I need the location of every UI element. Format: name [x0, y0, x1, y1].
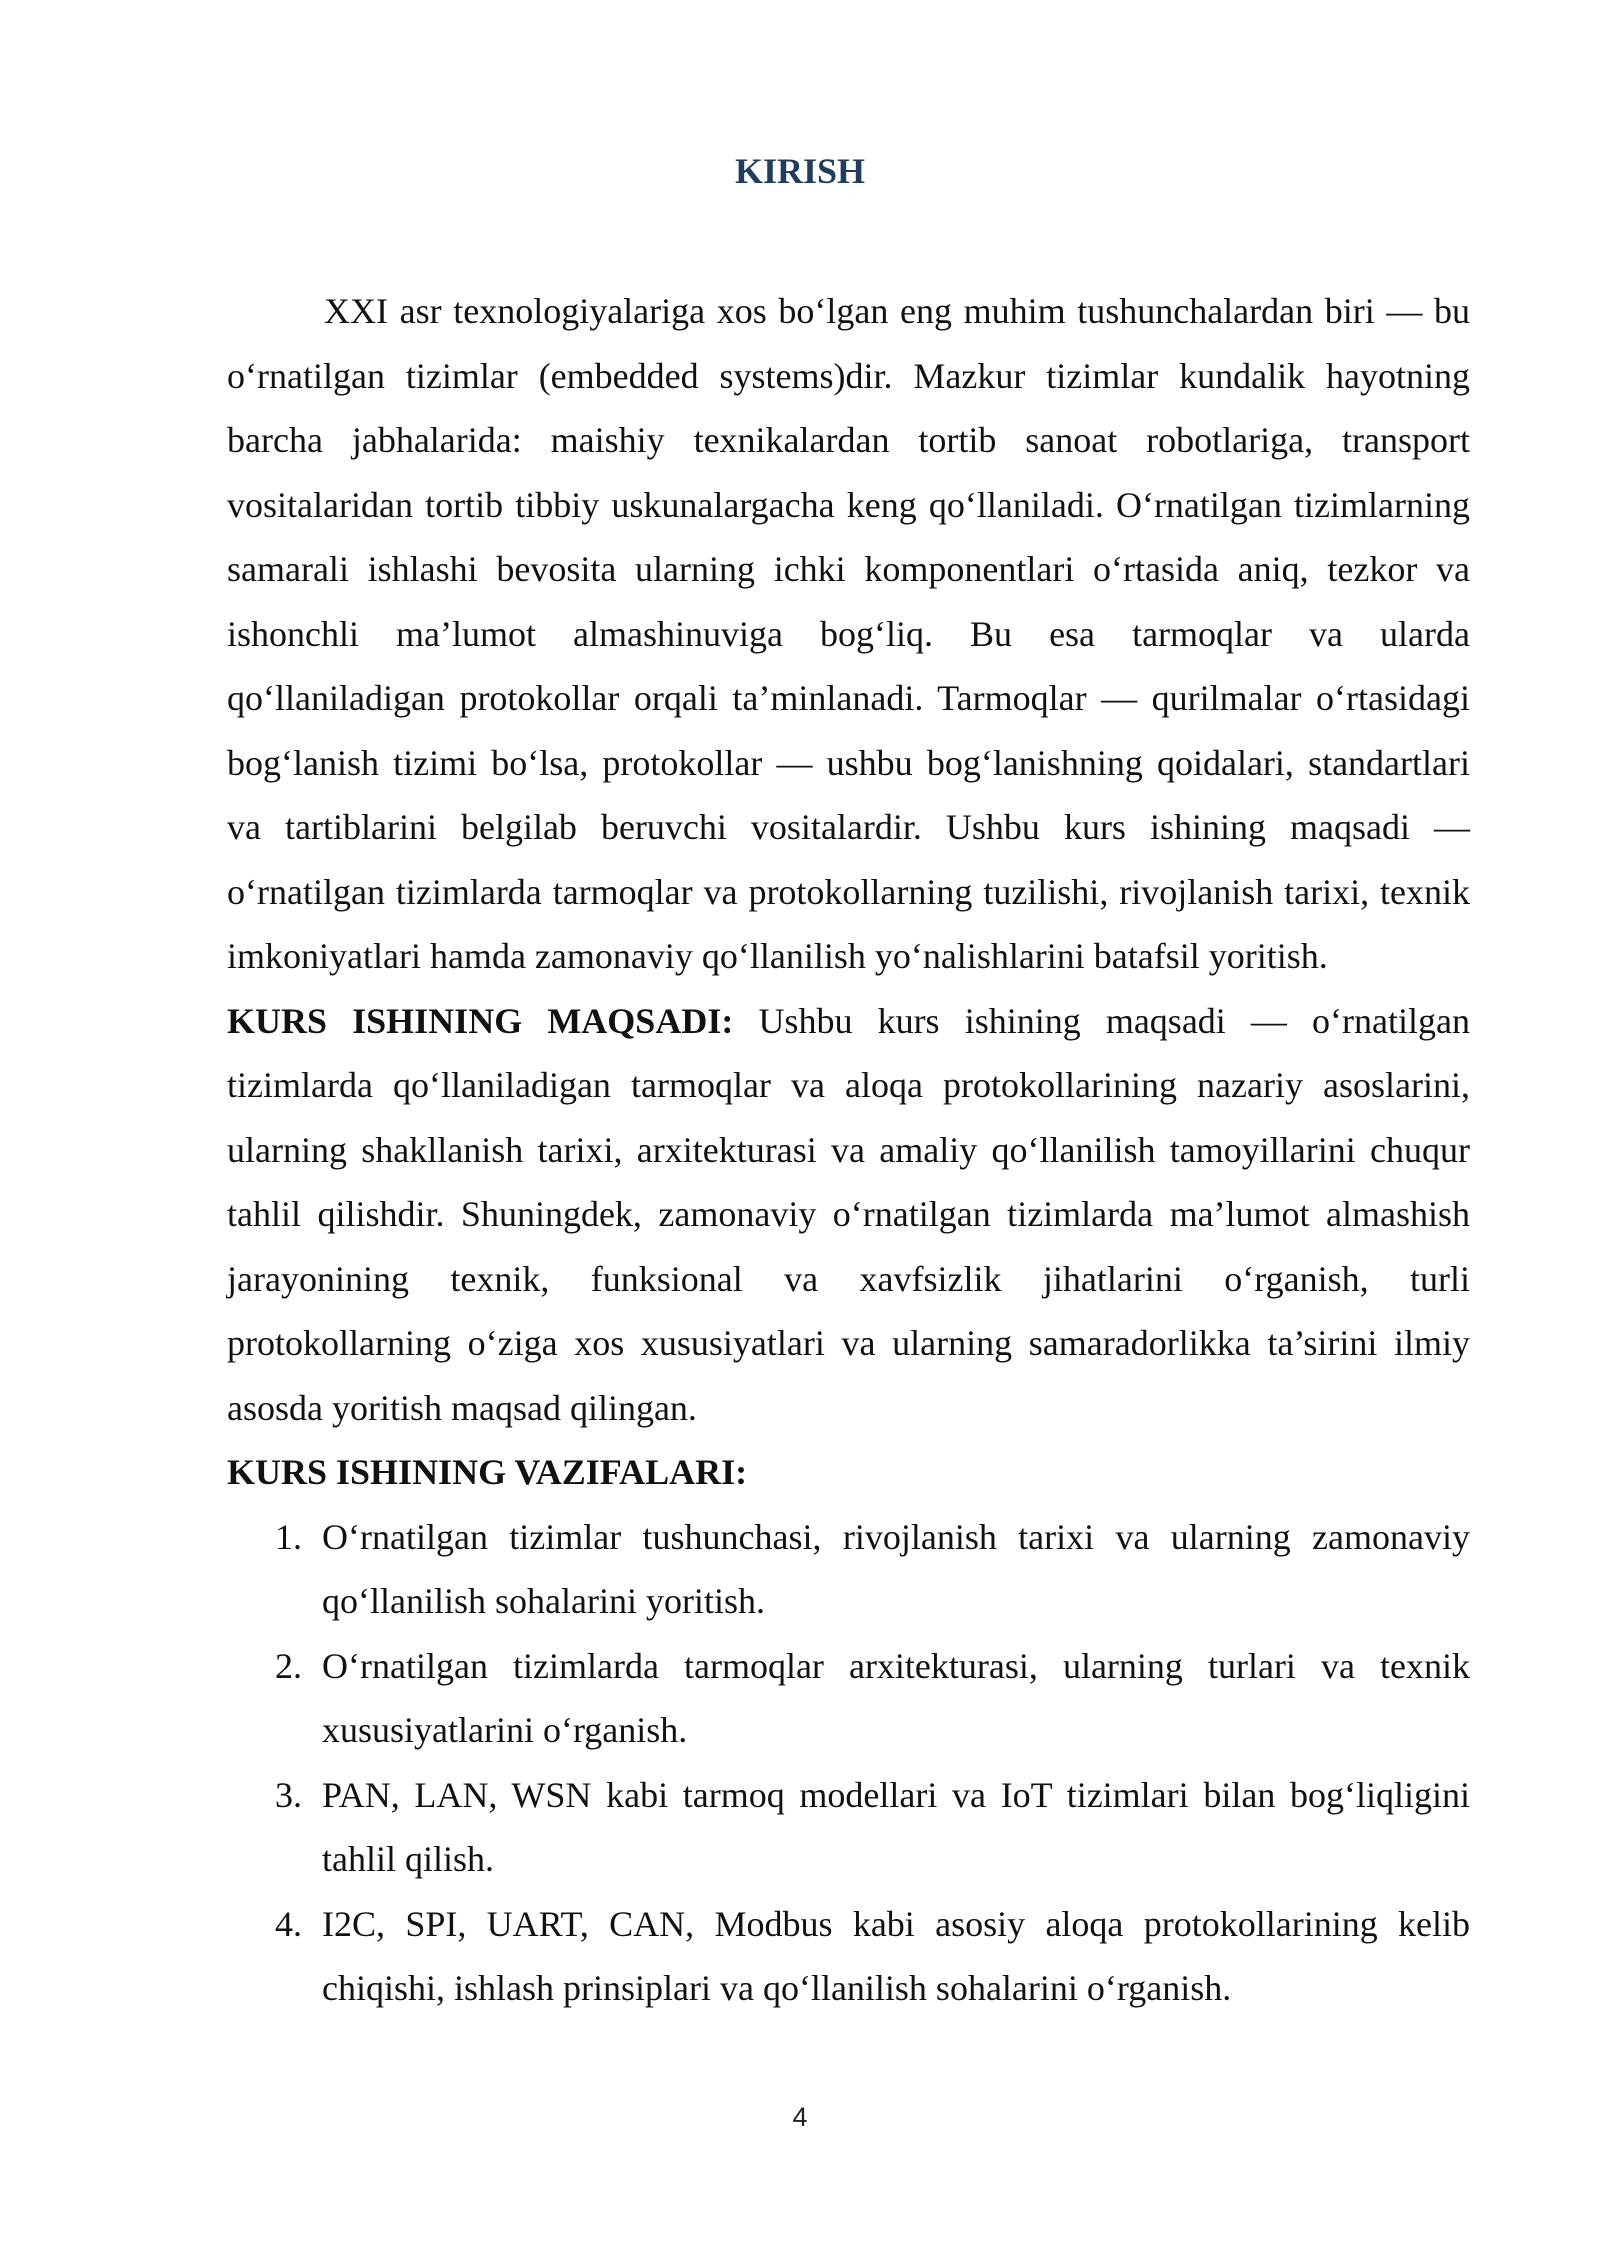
list-item-number: 2. [275, 1645, 302, 1686]
tasks-list [227, 1505, 1470, 2021]
list-item [227, 1505, 1470, 1634]
body-content [227, 279, 1470, 2021]
goal-heading: KURS ISHINING MAQSADI: [227, 1000, 734, 1041]
list-item-text: Oʻrnatilgan tizimlarda tarmoqlar arxitekturasi, ularning turlari va texnik xususiyatlarini oʻrganish. [322, 1645, 1470, 1750]
goal-paragraph [227, 989, 1470, 1441]
page-number: 4 [792, 2102, 808, 2132]
goal-text: Ushbu kurs ishining maqsadi — oʻrnatilgan tizimlarda qoʻllaniladigan tarmoqlar va aloqa protokollarining nazariy asoslarini, ularning shakllanish tarixi, arxitekturasi va amaliy qoʻllanilish tamoyillarini chuqur tahlil qilishdir. Shuningdek, zamonaviy oʻrnatilgan tizimlarda ma’lumot almashish jarayonining texnik, funksional va xavfsizlik jihatlarini oʻrganish, turli protokollarning oʻziga xos xususiyatlari va ularning samaradorlikka ta’sirini ilmiy asosda yoritish maqsad qilingan. [227, 1000, 1470, 1428]
list-item-text: PAN, LAN, WSN kabi tarmoq modellari va IoT tizimlari bilan bogʻliqligini tahlil qilish. [322, 1774, 1470, 1879]
list-item-number: 4. [275, 1903, 302, 1944]
list-item [227, 1892, 1470, 2021]
tasks-heading: KURS ISHINING VAZIFALARI: [227, 1452, 748, 1492]
list-item [227, 1634, 1470, 1763]
list-item-text: I2C, SPI, UART, CAN, Modbus kabi asosiy aloqa protokollarining kelib chiqishi, ishlash prinsiplari va qoʻllanilish sohalarini oʻrganish. [322, 1903, 1470, 2008]
intro-paragraph: XXI asr texnologiyalariga xos boʻlgan eng muhim tushunchalardan biri — bu oʻrnatilgan tizimlar (embedded systems)dir. Mazkur tizimlar kundalik hayotning barcha jabhalarida: maishiy texnikalardan tortib sanoat robotlariga, transport vositalaridan tortib tibbiy uskunalargacha keng qoʻllaniladi. Oʻrnatilgan tizimlarning samarali ishlashi bevosita ularning ichki komponentlari oʻrtasida aniq, tezkor va ishonchli ma’lumot almashinuviga bogʻliq. Bu esa tarmoqlar va ularda qoʻllaniladigan protokollar orqali ta’minlanadi. Tarmoqlar — qurilmalar oʻrtasidagi bogʻlanish tizimi boʻlsa, protokollar — ushbu bogʻlanishning qoidalari, standartlari va tartiblarini belgilab beruvchi vositalardir. Ushbu kurs ishining maqsadi — oʻrnatilgan tizimlarda tarmoqlar va protokollarning tuzilishi, rivojlanish tarixi, texnik imkoniyatlari hamda zamonaviy qoʻllanilish yoʻnalishlarini batafsil yoritish. [227, 291, 1470, 976]
list-item-number: 3. [275, 1774, 302, 1815]
page-title: KIRISH [734, 151, 866, 191]
list-item [227, 1763, 1470, 1892]
list-item-number: 1. [275, 1516, 302, 1557]
list-item-text: Oʻrnatilgan tizimlar tushunchasi, rivojlanish tarixi va ularning zamonaviy qoʻllanilish sohalarini yoritish. [322, 1516, 1470, 1621]
